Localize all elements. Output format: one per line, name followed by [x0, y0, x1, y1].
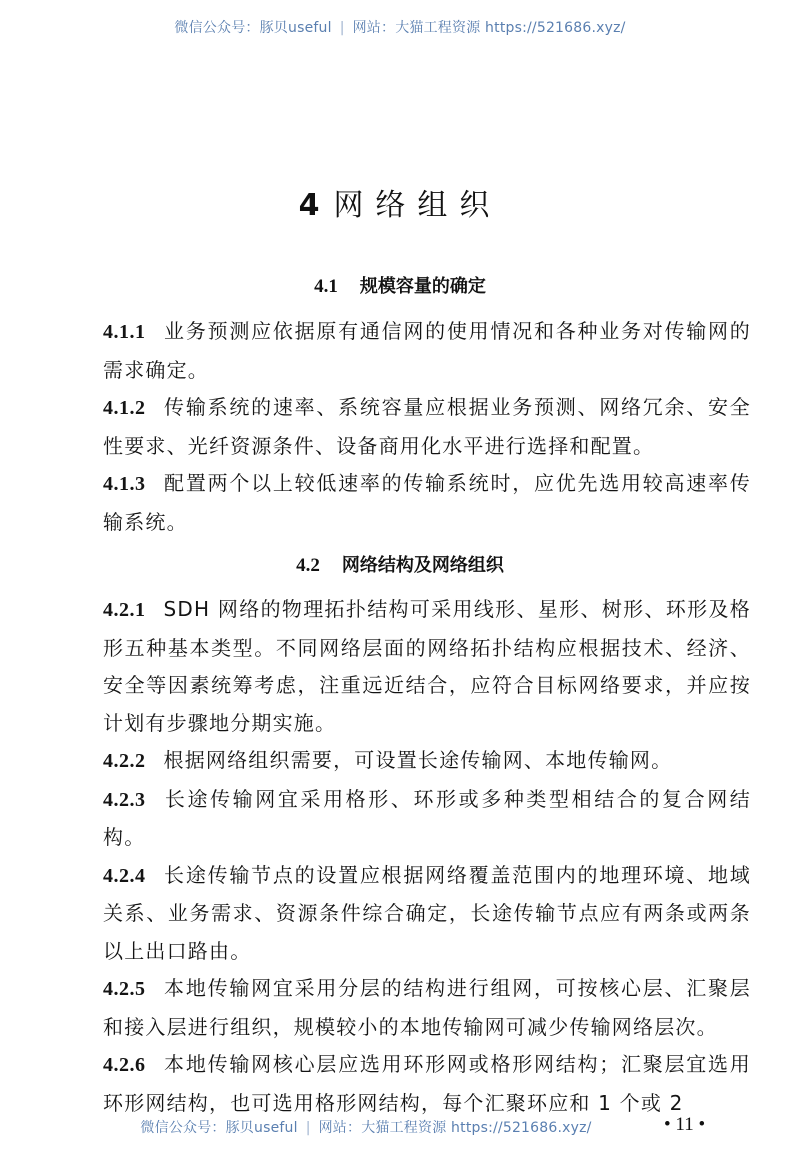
watermark-wechat: 微信公众号：豚贝useful [140, 1120, 298, 1136]
watermark-header [0, 17, 800, 37]
clause-text: 传输系统的速率、系统容量应根据业务预测、网络冗余、安全性要求、光纤资源条件、设备商用化水平进行选择和配置。 [103, 395, 751, 458]
clause-number: 4.2.6 [103, 1054, 146, 1076]
clause-4-2-1 [103, 591, 751, 742]
clause-text: 本地传输网宜采用分层的结构进行组网，可按核心层、汇聚层和接入层进行组织，规模较小的本地传输网可减少传输网络层次。 [103, 976, 751, 1039]
section-number: 4.2 [296, 555, 320, 576]
clause-4-2-2 [103, 742, 751, 781]
section-body-4-1 [103, 313, 751, 541]
watermark-site: 网站：大猫工程资源 https://521686.xyz/ [352, 20, 626, 36]
page-number: • 11 • [664, 1114, 706, 1135]
watermark-separator: | [339, 20, 345, 36]
clause-number: 4.1.2 [103, 397, 146, 419]
clause-4-2-3 [103, 781, 751, 857]
clause-number: 4.2.5 [103, 978, 146, 1000]
clause-text: 业务预测应依据原有通信网的使用情况和各种业务对传输网的需求确定。 [103, 319, 751, 382]
section-number: 4.1 [314, 276, 338, 297]
watermark-footer [0, 1117, 766, 1137]
section-title-text: 规模容量的确定 [359, 276, 486, 297]
clause-4-1-3 [103, 465, 751, 541]
clause-text: 根据网络组织需要，可设置长途传输网、本地传输网。 [163, 748, 673, 772]
clause-text: SDH 网络的物理拓扑结构可采用线形、星形、树形、环形及格形五种基本类型。不同网络层面的网络拓扑结构应根据技术、经济、安全等因素统筹考虑，注重远近结合，应符合目标网络要求，并应按计划有步骤地分期实施。 [103, 597, 751, 735]
clause-4-1-2 [103, 389, 751, 465]
chapter-title [0, 180, 800, 224]
clause-number: 4.2.1 [103, 599, 146, 621]
section-title-text: 网络结构及网络组织 [341, 555, 504, 576]
watermark-wechat: 微信公众号：豚贝useful [174, 20, 332, 36]
chapter-number: 4 [298, 188, 320, 223]
section-heading-4-1 [0, 272, 800, 298]
section-body-4-2 [103, 591, 751, 1122]
clause-4-1-1 [103, 313, 751, 389]
clause-number: 4.2.3 [103, 788, 146, 811]
clause-4-2-6 [103, 1046, 751, 1122]
clause-4-2-5 [103, 970, 751, 1046]
watermark-site: 网站：大猫工程资源 https://521686.xyz/ [318, 1120, 592, 1136]
section-heading-4-2 [0, 551, 800, 577]
clause-number: 4.1.3 [103, 473, 146, 495]
watermark-separator: | [305, 1120, 311, 1136]
clause-number: 4.2.2 [103, 750, 146, 772]
clause-text: 长途传输网宜采用格形、环形或多种类型相结合的复合网结构。 [103, 786, 751, 849]
clause-text: 长途传输节点的设置应根据网络覆盖范围内的地理环境、地域关系、业务需求、资源条件综合确定，长途传输节点应有两条或两条以上出口路由。 [103, 862, 751, 963]
clause-text: 本地传输网核心层应选用环形网或格形网结构；汇聚层宜选用环形网结构，也可选用格形网结构，每个汇聚环应和 1 个或 2 [103, 1052, 751, 1115]
clause-text: 配置两个以上较低速率的传输系统时，应优先选用较高速率传输系统。 [103, 471, 751, 534]
clause-number: 4.2.4 [103, 864, 146, 887]
clause-number: 4.1.1 [103, 321, 146, 343]
chapter-title-text: 网络组织 [333, 188, 502, 223]
clause-4-2-4 [103, 857, 751, 971]
